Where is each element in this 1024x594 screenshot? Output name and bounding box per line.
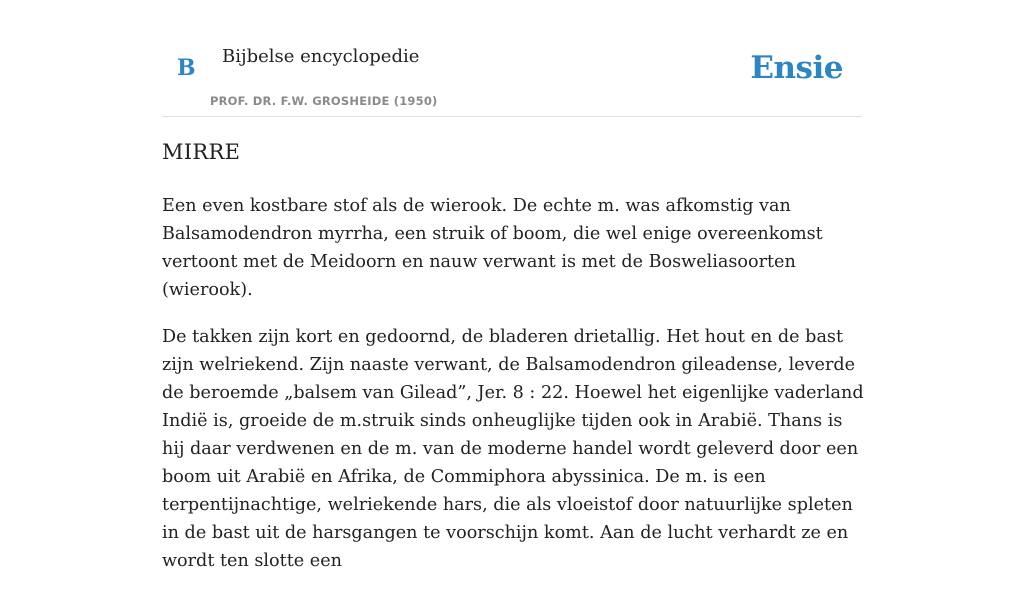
header (162, 0, 862, 117)
article-body (162, 192, 864, 594)
book-author: PROF. DR. F.W. GROSHEIDE (1950) (210, 94, 438, 108)
book-title[interactable]: Bijbelse encyclopedie (222, 46, 420, 67)
article-title: MIRRE (162, 140, 241, 164)
book-logo[interactable]: B (177, 55, 196, 81)
article-paragraph: Een even kostbare stof als de wierook. De echte m. was afkomstig van Balsamodendron myrrha, een struik of boom, die wel enige overeenkomst vertoont met de Meidoorn en nauw verwant is met de Bosweliasoorten (wierook). (162, 196, 823, 300)
article-paragraph: De takken zijn kort en gedoornd, de bladeren drietallig. Het hout en de bast zijn welriekend. Zijn naaste verwant, de Balsamodendron gileadense, leverde de beroemde „balsem van Gilead”, Jer. 8 : 22. Hoewel het eigenlijke vaderland Indië is, groeide de m.struik sinds onheuglijke tijden ook in Arabië. Thans is hij daar verdwenen en de m. van de moderne handel wordt geleverd door een boom uit Arabië en Afrika, de Commiphora abyssinica. De m. is een terpentijnachtige, welriekende hars, die als vloeistof door natuurlijke spleten in de bast uit de harsgangen te voorschijn komt. Aan de lucht verhardt ze en wordt ten slotte een (162, 327, 864, 571)
brand-logo[interactable]: Ensie (750, 50, 843, 86)
